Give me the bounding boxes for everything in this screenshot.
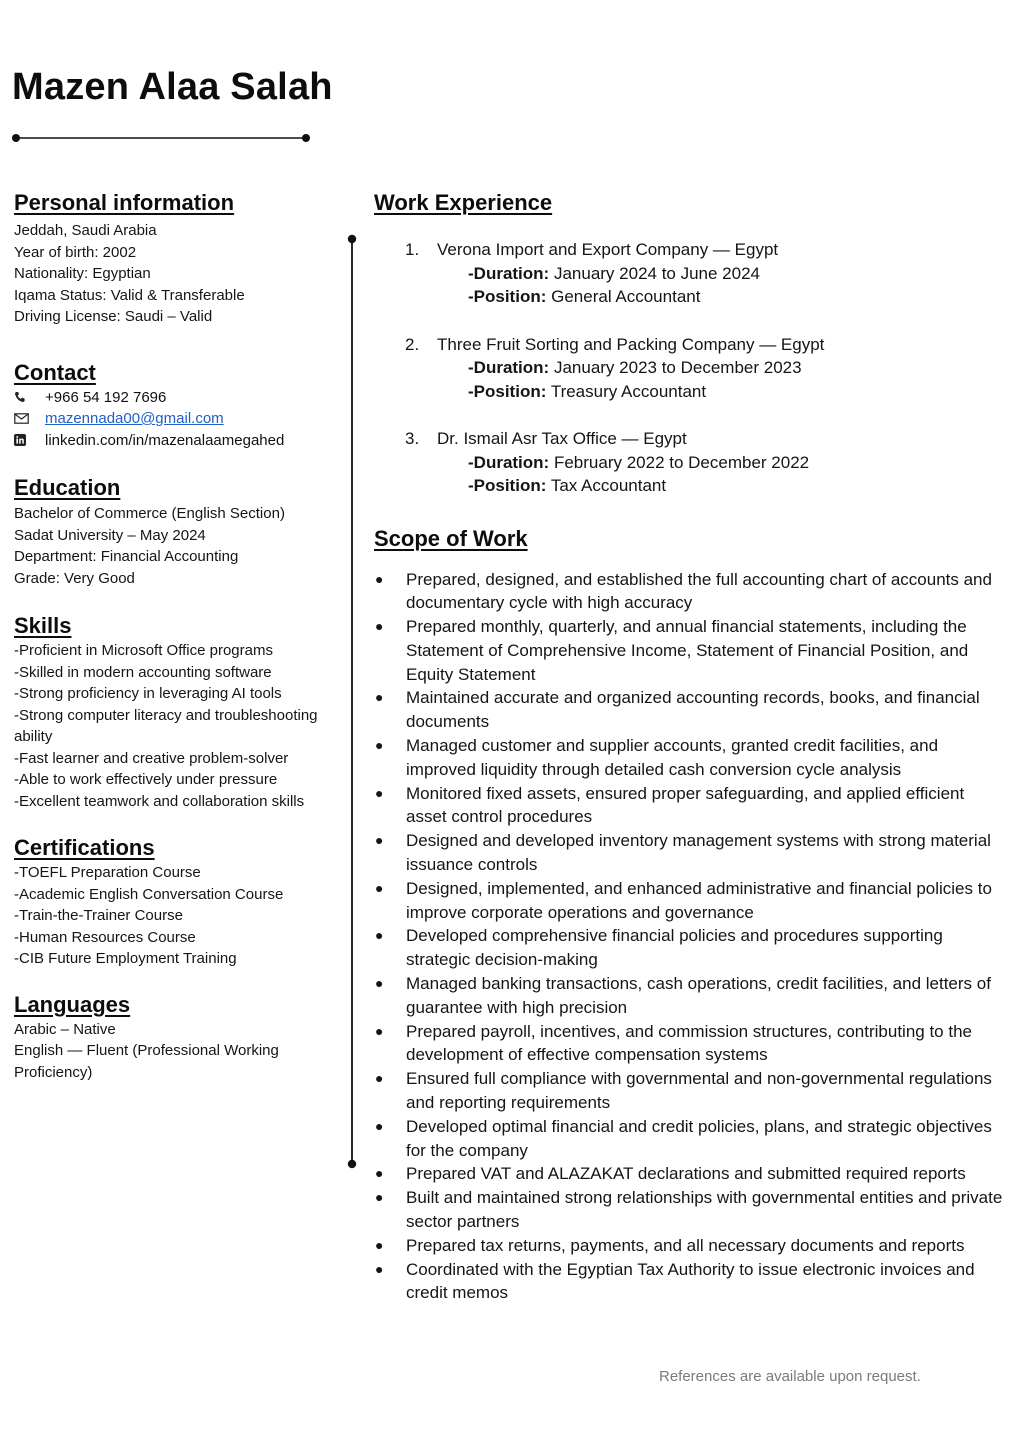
scope-item: ● Prepared payroll, incentives, and commission structures, contributing to the development of effective compensation systems [374,1020,1004,1068]
scope-item: ● Managed customer and supplier accounts, granted credit facilities, and improved liquidity through detailed cash conversion cycle analysis [374,734,1004,782]
contact-email-link[interactable]: mazennada00@gmail.com [45,410,224,427]
education-list [14,503,354,589]
scope-item: ● Developed optimal financial and credit policies, plans, and strategic objectives for the company [374,1115,1004,1163]
job-title: Three Fruit Sorting and Packing Company — Egypt [437,334,825,354]
skill-item: -Proficient in Microsoft Office programs [14,642,273,659]
bullet-icon: ● [375,1236,384,1253]
position-label: -Position: [468,287,547,306]
duration-value: January 2023 to December 2023 [553,358,802,377]
bullet-icon: ● [375,1189,384,1206]
job-title-row [374,238,1004,262]
contact-linkedin[interactable]: linkedin.com/in/mazenalaamegahed [45,431,285,449]
job-list [374,238,1004,498]
job-title-row [374,427,1004,451]
personal-line: Iqama Status: Valid & Transferable [14,286,245,304]
bullet-icon: ● [375,570,384,587]
duration-label: -Duration: [468,263,550,283]
contact-phone[interactable]: +966 54 192 7696 [45,388,167,406]
skill-item: -Fast learner and creative problem-solver [14,749,289,767]
skills-heading: Skills [14,613,72,638]
job-position [374,474,1004,498]
scope-item: ● Prepared VAT and ALAZAKAT declarations and submitted required reports [374,1162,1004,1186]
contact-email-row [14,408,354,430]
scope-of-work-section [374,526,1004,1306]
bullet-icon: ● [375,975,384,992]
skill-item: -Strong proficiency in leveraging AI tools [14,685,282,702]
certifications-section [14,835,354,970]
phone-icon [14,391,45,403]
contact-phone-row [14,387,354,409]
scope-item: ● Maintained accurate and organized accounting records, books, and financial documents [374,686,1004,734]
work-experience-section [374,190,1004,498]
duration-label: -Duration: [468,452,550,472]
bullet-icon: ● [375,927,384,944]
bullet-icon: ● [375,1022,384,1039]
job-position [374,285,1004,309]
scope-item: ● Prepared, designed, and established the full accounting chart of accounts and documentary cycle with high accuracy [374,568,1004,616]
job-number: 3. [405,429,420,448]
linkedin-icon [14,434,45,446]
bullet-icon: ● [375,1260,384,1277]
position-label: -Position: [468,381,547,401]
job-entry [374,238,1004,309]
job-entry [374,333,1004,404]
personal-heading: Personal information [14,190,235,215]
job-title: Verona Import and Export Company — Egypt [437,240,779,259]
bullet-icon: ● [375,689,384,706]
language-item: Arabic – Native [14,1020,116,1038]
bullet-icon: ● [375,1070,384,1087]
education-line: Grade: Very Good [14,569,135,587]
scope-item: ● Prepared monthly, quarterly, and annual financial statements, including the Statement of Comprehensive Income, Statement of Financial Position, and Equity Statement [374,615,1004,686]
bullet-icon: ● [375,1165,384,1182]
bullet-icon: ● [375,832,384,849]
certification-item: -TOEFL Preparation Course [14,864,201,881]
position-value: General Accountant [551,287,701,306]
bullet-icon: ● [375,618,384,635]
scope-item: ● Coordinated with the Egyptian Tax Authority to issue electronic invoices and credit memos [374,1258,1004,1306]
education-section [14,475,354,589]
certification-item: -Train-the-Trainer Course [14,907,183,924]
bullet-icon: ● [375,1117,384,1134]
scope-item: ● Developed comprehensive financial policies and procedures supporting strategic decision-making [374,924,1004,972]
position-value: Tax Accountant [550,476,667,495]
skills-list [14,640,354,812]
education-heading: Education [14,475,121,500]
job-number: 1. [405,240,420,259]
scope-list [374,568,1004,1306]
duration-label: -Duration: [468,358,550,377]
position-value: Treasury Accountant [550,381,707,401]
languages-list [14,1019,314,1084]
column-divider [345,232,359,1172]
personal-line: Nationality: Egyptian [14,265,151,282]
mail-icon [14,413,45,424]
job-duration [374,262,1004,286]
scope-item: ● Designed and developed inventory management systems with strong material issuance controls [374,829,1004,877]
scope-heading: Scope of Work [374,525,528,551]
certifications-heading: Certifications [14,835,155,860]
duration-value: February 2022 to December 2022 [553,452,810,472]
personal-list [14,220,354,328]
resume-name: Mazen Alaa Salah [12,66,333,108]
education-line: Department: Financial Accounting [14,548,239,565]
personal-line: Driving License: Saudi – Valid [14,308,213,325]
scope-item: ● Managed banking transactions, cash operations, credit facilities, and letters of guarantee with high precision [374,972,1004,1020]
skill-item: -Able to work effectively under pressure [14,771,278,788]
job-duration [374,356,1004,380]
bullet-icon: ● [375,879,384,896]
work-heading: Work Experience [374,190,553,215]
job-title: Dr. Ismail Asr Tax Office — Egypt [437,429,687,448]
skill-item: -Strong computer literacy and troubleshooting ability [14,706,318,745]
bullet-icon: ● [375,737,384,754]
job-entry [374,427,1004,498]
certification-item: -CIB Future Employment Training [14,950,237,967]
personal-line: Year of birth: 2002 [14,243,137,261]
scope-item: ● Designed, implemented, and enhanced administrative and financial policies to improve corporate operations and governance [374,877,1004,925]
skills-section [14,613,354,812]
education-line: Sadat University – May 2024 [14,526,206,544]
bullet-icon: ● [375,784,384,801]
contact-section [14,360,354,452]
scope-item: ● Monitored fixed assets, ensured proper safeguarding, and applied efficient asset control procedures [374,782,1004,830]
languages-section [14,992,354,1084]
name-underline-rule [12,131,314,145]
languages-heading: Languages [14,991,131,1017]
certification-item: -Human Resources Course [14,928,196,946]
scope-item: ● Ensured full compliance with governmental and non-governmental regulations and reporting requirements [374,1067,1004,1115]
education-line: Bachelor of Commerce (English Section) [14,505,285,522]
right-column [374,190,1004,1305]
job-position [374,380,1004,404]
duration-value: January 2024 to June 2024 [553,263,761,283]
scope-item: ● Prepared tax returns, payments, and all necessary documents and reports [374,1234,1004,1258]
skill-item: -Excellent teamwork and collaboration skills [14,792,305,810]
language-item: English — Fluent (Professional Working Proficiency) [14,1042,279,1081]
skill-item: -Skilled in modern accounting software [14,663,272,681]
personal-line: Jeddah, Saudi Arabia [14,222,157,239]
position-label: -Position: [468,476,547,495]
job-title-row [374,333,1004,357]
references-footer: References are available upon request. [659,1368,921,1385]
job-number: 2. [405,334,420,354]
contact-heading: Contact [14,359,96,385]
personal-section [14,190,354,328]
job-duration [374,451,1004,475]
left-column [14,190,354,1083]
scope-item: ● Built and maintained strong relationships with governmental entities and private sector partners [374,1186,1004,1234]
certifications-list [14,862,354,970]
certification-item: -Academic English Conversation Course [14,885,284,903]
contact-linkedin-row [14,430,354,452]
